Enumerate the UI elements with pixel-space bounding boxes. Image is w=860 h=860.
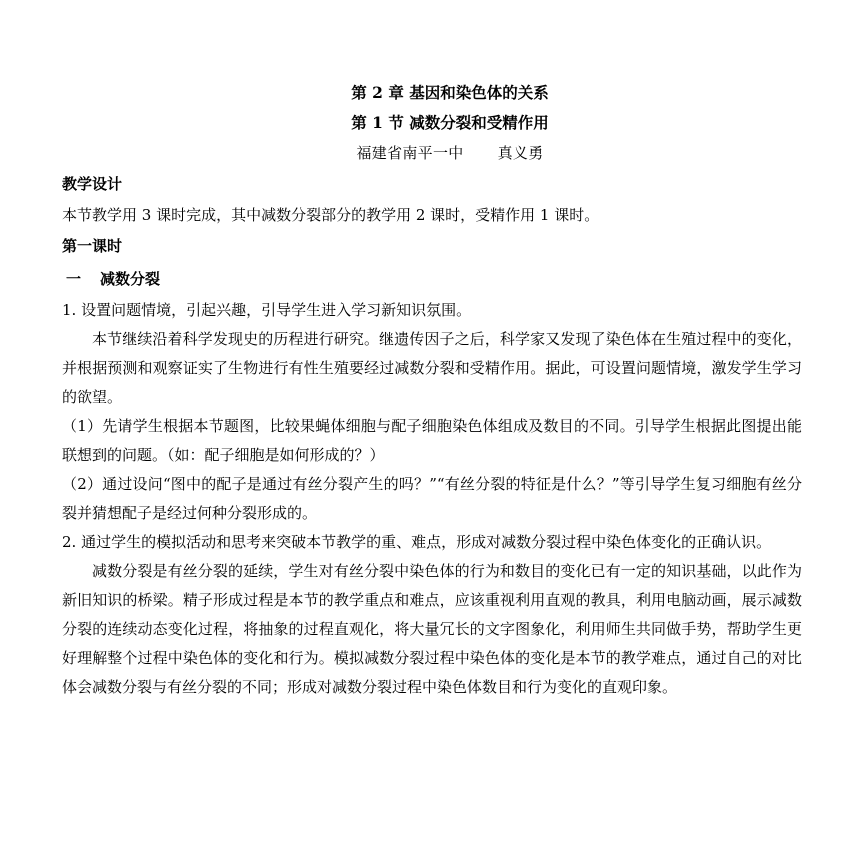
author-school: 福建省南平一中 [356,144,464,162]
author-name: 真义勇 [497,144,544,162]
teaching-design-heading: 教学设计 [62,175,123,193]
part-heading [62,263,802,296]
intro-paragraph: 本节教学用 3 课时完成，其中减数分裂部分的教学用 2 课时，受精作用 1 课时。 [62,206,600,224]
item-2: 2. 通过学生的模拟活动和思考来突破本节教学的重、难点，形成对减数分裂过程中染色体变化的正确认识。 [62,533,772,551]
section-title: 第 1 节 减数分裂和受精作用 [351,113,549,132]
item-2-paragraph: 减数分裂是有丝分裂的延续，学生对有丝分裂中染色体的行为和数目的变化已有一定的知识基础，以此作为新旧知识的桥梁。精子形成过程是本节的教学重点和难点，应该重视利用直观的教具，利用电脑动画，展示减数分裂的连续动态变化过程，将抽象的过程直观化，将大量冗长的文字图象化，利用师生共同做手势，帮助学生更好理解整个过程中染色体的变化和行为。模拟减数分裂过程中染色体的变化是本节的教学难点，通过自己的对比体会减数分裂与有丝分裂的不同；形成对减数分裂过程中染色体数目和行为变化的直观印象。 [62,562,802,696]
part-title: 减数分裂 [100,270,161,288]
item-1-sub-2: （2）通过设问“图中的配子是通过有丝分裂产生的吗？”“有丝分裂的特征是什么？”等引导学生复习细胞有丝分裂并猜想配子是经过何种分裂形成的。 [62,475,802,522]
part-number: 一 [66,270,82,288]
item-1-paragraph: 本节继续沿着科学发现史的历程进行研究。继遗传因子之后，科学家又发现了染色体在生殖过程中的变化，并根据预测和观察证实了生物进行有性生殖要经过减数分裂和受精作用。据此，可设置问题情境，激发学生学习的欲望。 [62,330,802,406]
author-line [62,138,802,168]
chapter-title: 第 2 章 基因和染色体的关系 [351,83,549,102]
item-1: 1. 设置问题情境，引起兴趣，引导学生进入学习新知识氛围。 [62,301,472,319]
item-1-sub-1: （1）先请学生根据本节题图，比较果蝇体细胞与配子细胞染色体组成及数目的不同。引导学生根据此图提出能联想到的问题。（如：配子细胞是如何形成的？） [62,417,802,464]
lesson-heading: 第一课时 [62,237,123,255]
